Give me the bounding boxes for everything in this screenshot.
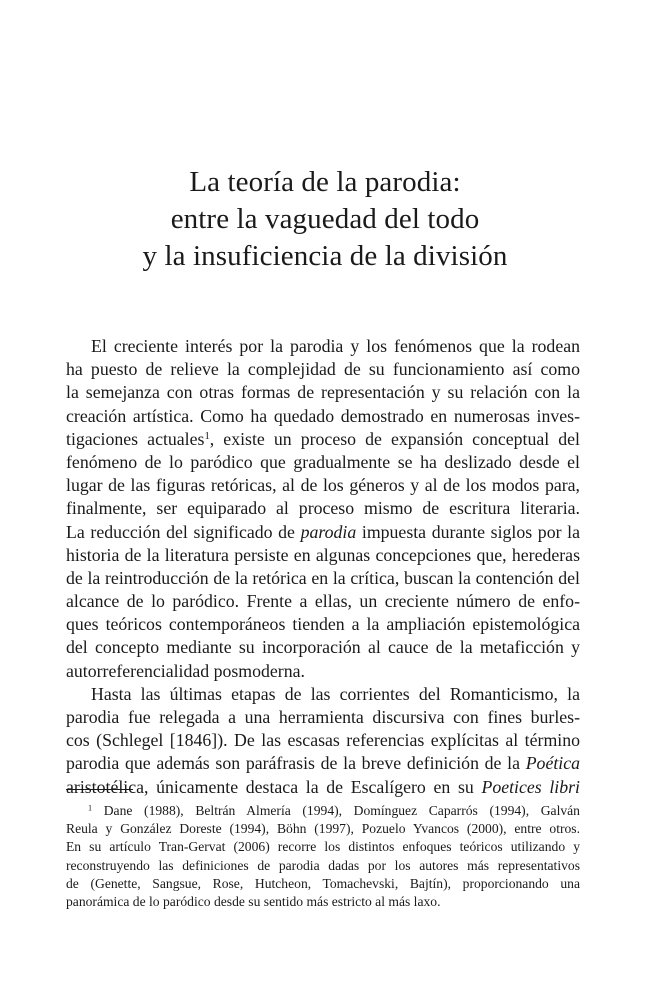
text-line: del concepto mediante su incorporación al cauce de la metaficción y [66, 637, 580, 658]
text-line: de la reintroducción de la retórica en la crítica, buscan la contención del [66, 567, 580, 588]
text-line: ques teóricos contemporáneos tienden a la ampliación epistemológica [66, 614, 580, 635]
text-fragment: , existe un proceso de expansión conceptual del [209, 428, 580, 449]
text-fragment: parodia que además son paráfrasis de la breve definición de la [66, 753, 526, 774]
text-line: El creciente interés por la parodia y los fenómenos que la rodean [91, 336, 580, 356]
footnote-reference[interactable]: 1 [204, 429, 210, 442]
text-line [66, 521, 580, 544]
title-line-3: y la insuficiencia de la división [142, 240, 508, 272]
title-line-1: La teoría de la parodia: [189, 166, 461, 198]
text-line: fenómeno de lo paródico que gradualmente se ha deslizado desde el [66, 451, 580, 472]
body-text [66, 335, 580, 799]
text-line [66, 776, 580, 799]
text-line [66, 752, 580, 775]
paragraph-1 [66, 335, 580, 683]
footnote-line: reconstruyendo las definiciones de parodia dadas por los autores más representativos [66, 857, 580, 873]
italic-term: Poetices libri [481, 776, 580, 797]
footnote-line: panorámica de lo paródico desde su sentido más estricto al más laxo. [66, 893, 441, 909]
footnotes [66, 802, 580, 911]
text-line: alcance de lo paródico. Frente a ellas, un creciente número de enfo- [66, 591, 580, 612]
text-line: cos (Schlegel [1846]). De las escasas referencias explícitas al término [66, 730, 580, 751]
footnote-line: En su artículo Tran-Gervat (2006) recorre los distintos enfoques teóricos utilizando y [66, 839, 580, 855]
chapter-title [60, 164, 590, 275]
footnote-divider [66, 789, 133, 790]
text-line [66, 428, 580, 451]
text-line: ha puesto de relieve la complejidad de su funcionamiento así como [66, 359, 580, 380]
text-line: la semejanza con otras formas de representación y su relación con la [66, 382, 580, 403]
text-line: finalmente, ser equiparado al proceso mismo de escritura literaria. [66, 498, 580, 519]
text-line: parodia fue relegada a una herramienta discursiva con fines burles- [66, 707, 580, 727]
text-line: lugar de las figuras retóricas, al de los géneros y al de los modos para, [66, 475, 580, 496]
text-fragment: aristotélica, únicamente destaca la de Escalígero en su [66, 776, 482, 797]
text-fragment: La reducción del significado de [66, 521, 301, 542]
footnote-line: Reula y González Doreste (1994), Böhn (1997), Pozuelo Yvancos (2000), entre otros. [66, 821, 580, 837]
italic-term: parodia [300, 521, 357, 542]
text-fragment: impuesta durante siglos por la [356, 521, 580, 542]
text-fragment: Dane (1988), Beltrán Almería (1994), Domínguez Caparrós (1994), Galván [103, 803, 580, 818]
text-line: creación artística. Como ha quedado demostrado en numerosas inves- [66, 405, 580, 426]
title-line-2: entre la vaguedad del todo [170, 203, 480, 235]
text-line: Hasta las últimas etapas de las corrientes del Romanticismo, la [91, 683, 580, 704]
text-fragment: tigaciones actuales [66, 428, 205, 449]
footnote-marker: 1 [88, 803, 93, 813]
italic-term: Poética [525, 753, 580, 774]
footnote-line: de (Genette, Sangsue, Rose, Hutcheon, Tomachevski, Bajtín), proporcionando una [66, 875, 580, 891]
text-line: autorreferencialidad posmoderna. [66, 660, 305, 681]
paragraph-2 [66, 683, 580, 799]
text-line: historia de la literatura persiste en algunas concepciones que, herederas [66, 544, 580, 565]
footnote-line [66, 802, 580, 820]
